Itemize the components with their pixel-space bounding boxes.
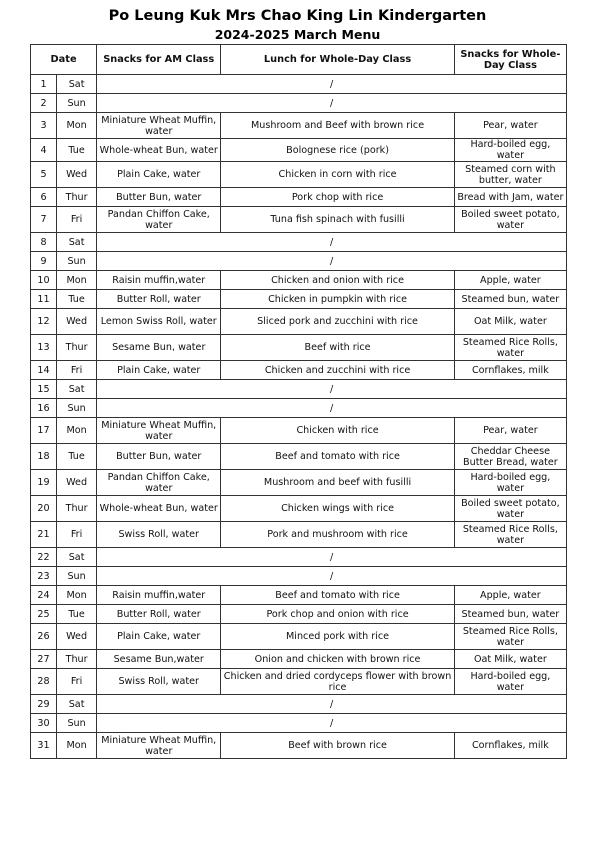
am-snack-cell: Plain Cake, water xyxy=(97,162,221,188)
day-cell: Mon xyxy=(57,418,97,444)
date-cell: 29 xyxy=(31,695,57,714)
day-cell: Thur xyxy=(57,496,97,522)
am-snack-cell: Miniature Wheat Muffin, water xyxy=(97,733,221,759)
wd-snack-cell: Cornflakes, milk xyxy=(454,733,566,759)
table-row xyxy=(31,361,567,380)
table-row xyxy=(31,470,567,496)
am-snack-cell: Whole-wheat Bun, water xyxy=(97,496,221,522)
wd-snack-cell: Steamed bun, water xyxy=(454,605,566,624)
day-cell: Tue xyxy=(57,139,97,162)
table-row xyxy=(31,418,567,444)
wd-snack-cell: Hard-boiled egg, water xyxy=(454,669,566,695)
date-cell: 16 xyxy=(31,399,57,418)
date-cell: 6 xyxy=(31,188,57,207)
day-cell: Tue xyxy=(57,605,97,624)
wd-snack-cell: Steamed Rice Rolls, water xyxy=(454,624,566,650)
day-cell: Fri xyxy=(57,669,97,695)
day-cell: Mon xyxy=(57,271,97,290)
am-snack-cell: Raisin muffin,water xyxy=(97,271,221,290)
day-cell: Tue xyxy=(57,290,97,309)
lunch-cell: Beef with brown rice xyxy=(221,733,454,759)
date-cell: 10 xyxy=(31,271,57,290)
day-cell: Sun xyxy=(57,567,97,586)
menu-table xyxy=(30,44,567,759)
table-row xyxy=(31,113,567,139)
table-header-row xyxy=(31,45,567,75)
wd-snack-cell: Boiled sweet potato, water xyxy=(454,496,566,522)
lunch-cell: Chicken with rice xyxy=(221,418,454,444)
header-lunch: Lunch for Whole-Day Class xyxy=(221,45,454,75)
table-row xyxy=(31,207,567,233)
table-row xyxy=(31,290,567,309)
table-row xyxy=(31,188,567,207)
date-cell: 13 xyxy=(31,335,57,361)
wd-snack-cell: Steamed Rice Rolls, water xyxy=(454,522,566,548)
date-cell: 24 xyxy=(31,586,57,605)
holiday-cell: / xyxy=(97,233,567,252)
lunch-cell: Chicken in corn with rice xyxy=(221,162,454,188)
day-cell: Sat xyxy=(57,233,97,252)
lunch-cell: Pork chop and onion with rice xyxy=(221,605,454,624)
day-cell: Wed xyxy=(57,309,97,335)
day-cell: Thur xyxy=(57,335,97,361)
lunch-cell: Mushroom and Beef with brown rice xyxy=(221,113,454,139)
date-cell: 14 xyxy=(31,361,57,380)
date-cell: 4 xyxy=(31,139,57,162)
date-cell: 15 xyxy=(31,380,57,399)
table-row xyxy=(31,233,567,252)
holiday-cell: / xyxy=(97,252,567,271)
table-row xyxy=(31,695,567,714)
am-snack-cell: Whole-wheat Bun, water xyxy=(97,139,221,162)
table-row xyxy=(31,650,567,669)
day-cell: Sun xyxy=(57,399,97,418)
date-cell: 18 xyxy=(31,444,57,470)
table-row xyxy=(31,335,567,361)
lunch-cell: Beef and tomato with rice xyxy=(221,586,454,605)
table-row xyxy=(31,444,567,470)
wd-snack-cell: Pear, water xyxy=(454,418,566,444)
date-cell: 27 xyxy=(31,650,57,669)
day-cell: Wed xyxy=(57,624,97,650)
date-cell: 3 xyxy=(31,113,57,139)
lunch-cell: Chicken in pumpkin with rice xyxy=(221,290,454,309)
lunch-cell: Chicken and onion with rice xyxy=(221,271,454,290)
date-cell: 9 xyxy=(31,252,57,271)
day-cell: Sun xyxy=(57,714,97,733)
table-row xyxy=(31,399,567,418)
table-row xyxy=(31,522,567,548)
table-row xyxy=(31,380,567,399)
am-snack-cell: Sesame Bun,water xyxy=(97,650,221,669)
wd-snack-cell: Steamed bun, water xyxy=(454,290,566,309)
day-cell: Fri xyxy=(57,207,97,233)
wd-snack-cell: Steamed Rice Rolls, water xyxy=(454,335,566,361)
table-row xyxy=(31,733,567,759)
am-snack-cell: Miniature Wheat Muffin, water xyxy=(97,113,221,139)
wd-snack-cell: Oat Milk, water xyxy=(454,650,566,669)
date-cell: 25 xyxy=(31,605,57,624)
wd-snack-cell: Hard-boiled egg, water xyxy=(454,470,566,496)
holiday-cell: / xyxy=(97,714,567,733)
header-wd-snacks: Snacks for Whole-Day Class xyxy=(454,45,566,75)
lunch-cell: Onion and chicken with brown rice xyxy=(221,650,454,669)
wd-snack-cell: Boiled sweet potato, water xyxy=(454,207,566,233)
date-cell: 11 xyxy=(31,290,57,309)
date-cell: 22 xyxy=(31,548,57,567)
wd-snack-cell: Hard-boiled egg, water xyxy=(454,139,566,162)
date-cell: 17 xyxy=(31,418,57,444)
day-cell: Sat xyxy=(57,380,97,399)
day-cell: Sun xyxy=(57,94,97,113)
lunch-cell: Chicken wings with rice xyxy=(221,496,454,522)
lunch-cell: Sliced pork and zucchini with rice xyxy=(221,309,454,335)
date-cell: 1 xyxy=(31,75,57,94)
menu-subtitle: 2024-2025 March Menu xyxy=(214,27,381,42)
am-snack-cell: Swiss Roll, water xyxy=(97,522,221,548)
am-snack-cell: Pandan Chiffon Cake, water xyxy=(97,207,221,233)
holiday-cell: / xyxy=(97,695,567,714)
lunch-cell: Beef and tomato with rice xyxy=(221,444,454,470)
date-cell: 12 xyxy=(31,309,57,335)
day-cell: Wed xyxy=(57,470,97,496)
date-cell: 26 xyxy=(31,624,57,650)
date-cell: 20 xyxy=(31,496,57,522)
table-row xyxy=(31,586,567,605)
lunch-cell: Chicken and dried cordyceps flower with brown rice xyxy=(221,669,454,695)
table-row xyxy=(31,75,567,94)
wd-snack-cell: Apple, water xyxy=(454,271,566,290)
menu-body xyxy=(31,75,567,759)
day-cell: Mon xyxy=(57,586,97,605)
date-cell: 5 xyxy=(31,162,57,188)
date-cell: 2 xyxy=(31,94,57,113)
table-row xyxy=(31,567,567,586)
table-row xyxy=(31,548,567,567)
am-snack-cell: Sesame Bun, water xyxy=(97,335,221,361)
wd-snack-cell: Pear, water xyxy=(454,113,566,139)
date-cell: 31 xyxy=(31,733,57,759)
day-cell: Sat xyxy=(57,548,97,567)
day-cell: Fri xyxy=(57,361,97,380)
table-row xyxy=(31,139,567,162)
am-snack-cell: Butter Bun, water xyxy=(97,188,221,207)
wd-snack-cell: Cheddar Cheese Butter Bread, water xyxy=(454,444,566,470)
am-snack-cell: Swiss Roll, water xyxy=(97,669,221,695)
holiday-cell: / xyxy=(97,548,567,567)
wd-snack-cell: Steamed corn with butter, water xyxy=(454,162,566,188)
day-cell: Sat xyxy=(57,75,97,94)
day-cell: Mon xyxy=(57,113,97,139)
wd-snack-cell: Bread with Jam, water xyxy=(454,188,566,207)
school-name: Po Leung Kuk Mrs Chao King Lin Kindergarten xyxy=(108,8,487,24)
table-row xyxy=(31,162,567,188)
date-cell: 28 xyxy=(31,669,57,695)
day-cell: Wed xyxy=(57,162,97,188)
header-am-snacks: Snacks for AM Class xyxy=(97,45,221,75)
lunch-cell: Mushroom and beef with fusilli xyxy=(221,470,454,496)
holiday-cell: / xyxy=(97,399,567,418)
date-cell: 23 xyxy=(31,567,57,586)
holiday-cell: / xyxy=(97,75,567,94)
lunch-cell: Beef with rice xyxy=(221,335,454,361)
table-row xyxy=(31,714,567,733)
table-row xyxy=(31,309,567,335)
holiday-cell: / xyxy=(97,380,567,399)
day-cell: Sat xyxy=(57,695,97,714)
day-cell: Mon xyxy=(57,733,97,759)
table-row xyxy=(31,605,567,624)
day-cell: Tue xyxy=(57,444,97,470)
table-row xyxy=(31,669,567,695)
day-cell: Fri xyxy=(57,522,97,548)
wd-snack-cell: Apple, water xyxy=(454,586,566,605)
header-date: Date xyxy=(31,45,97,75)
lunch-cell: Bolognese rice (pork) xyxy=(221,139,454,162)
table-row xyxy=(31,496,567,522)
table-row xyxy=(31,252,567,271)
am-snack-cell: Miniature Wheat Muffin, water xyxy=(97,418,221,444)
lunch-cell: Tuna fish spinach with fusilli xyxy=(221,207,454,233)
holiday-cell: / xyxy=(97,567,567,586)
am-snack-cell: Plain Cake, water xyxy=(97,624,221,650)
am-snack-cell: Lemon Swiss Roll, water xyxy=(97,309,221,335)
day-cell: Thur xyxy=(57,188,97,207)
lunch-cell: Chicken and zucchini with rice xyxy=(221,361,454,380)
am-snack-cell: Plain Cake, water xyxy=(97,361,221,380)
lunch-cell: Pork chop with rice xyxy=(221,188,454,207)
wd-snack-cell: Oat Milk, water xyxy=(454,309,566,335)
date-cell: 30 xyxy=(31,714,57,733)
table-row xyxy=(31,271,567,290)
lunch-cell: Minced pork with rice xyxy=(221,624,454,650)
lunch-cell: Pork and mushroom with rice xyxy=(221,522,454,548)
table-row xyxy=(31,94,567,113)
date-cell: 21 xyxy=(31,522,57,548)
am-snack-cell: Butter Bun, water xyxy=(97,444,221,470)
wd-snack-cell: Cornflakes, milk xyxy=(454,361,566,380)
am-snack-cell: Pandan Chiffon Cake, water xyxy=(97,470,221,496)
am-snack-cell: Butter Roll, water xyxy=(97,290,221,309)
holiday-cell: / xyxy=(97,94,567,113)
table-row xyxy=(31,624,567,650)
day-cell: Thur xyxy=(57,650,97,669)
am-snack-cell: Butter Roll, water xyxy=(97,605,221,624)
date-cell: 19 xyxy=(31,470,57,496)
date-cell: 8 xyxy=(31,233,57,252)
date-cell: 7 xyxy=(31,207,57,233)
day-cell: Sun xyxy=(57,252,97,271)
am-snack-cell: Raisin muffin,water xyxy=(97,586,221,605)
